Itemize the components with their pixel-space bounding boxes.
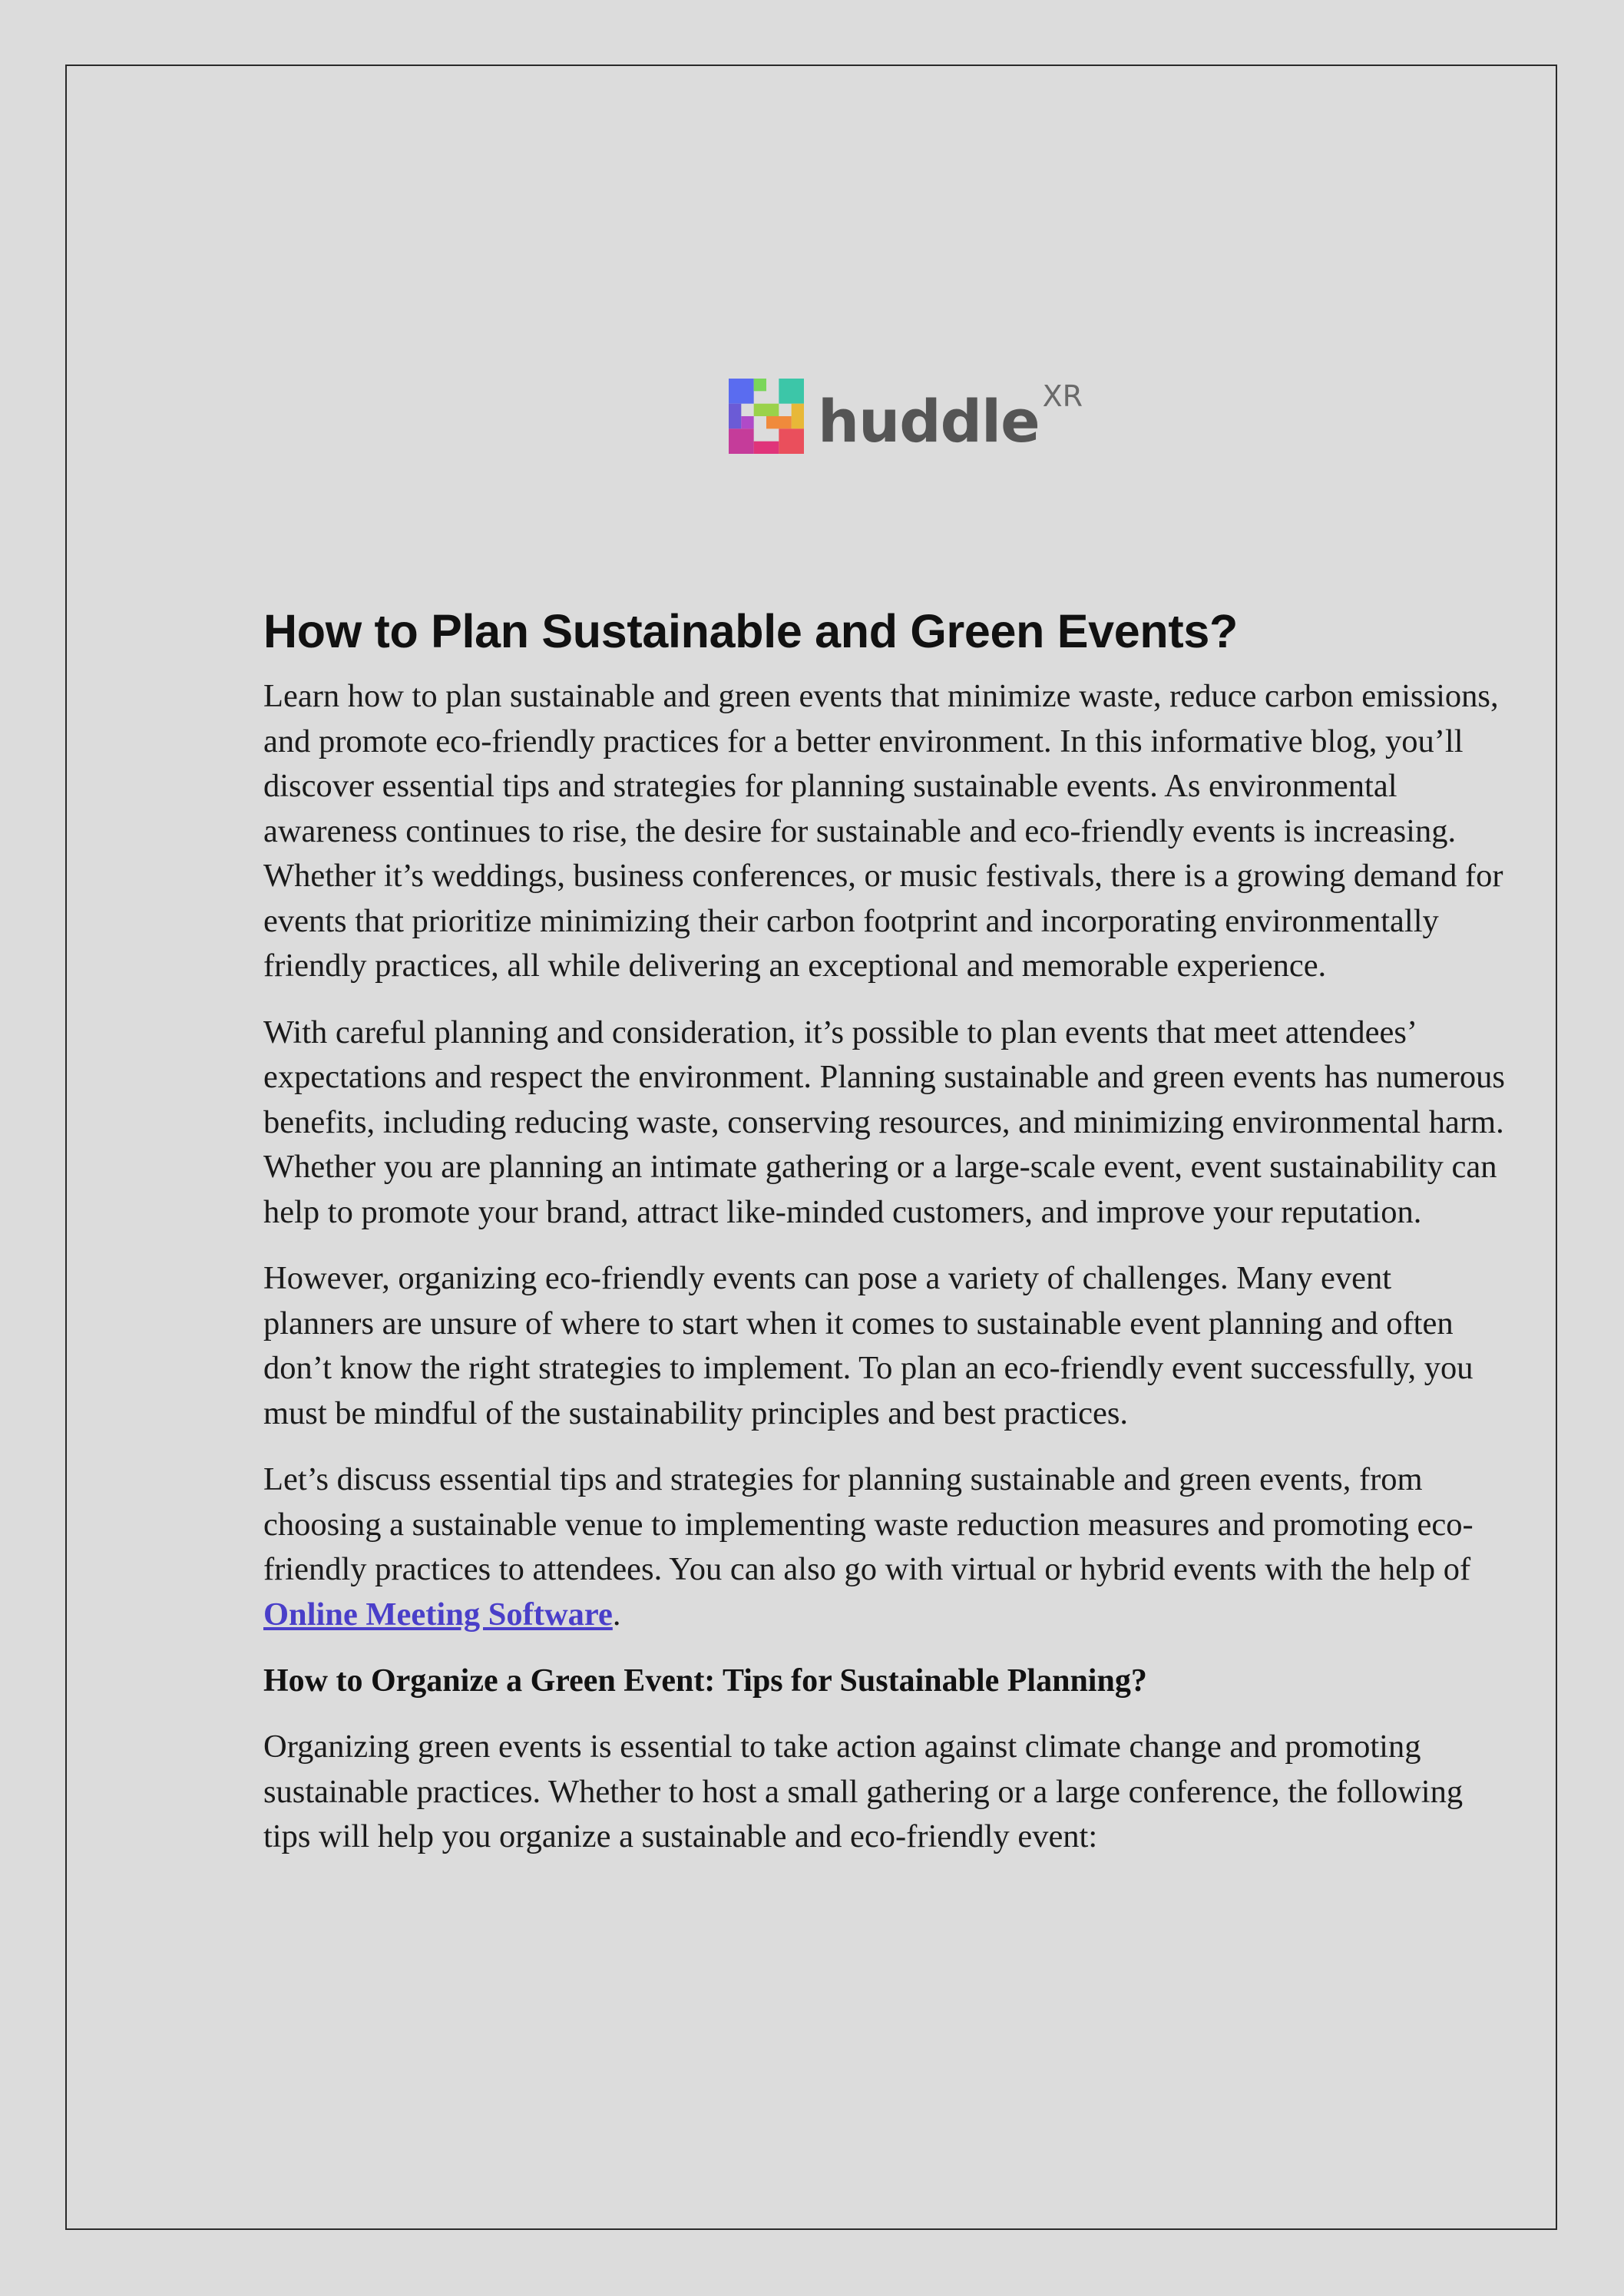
intro-paragraph: Learn how to plan sustainable and green events that minimize waste, reduce carbon emissions, and promote eco-friendly practices for a better environment. In this informative blog, you’ll discover essential tips and strategies for planning sustainable events. As environmental awareness continues to rise, the desire for sustainable and eco-friendly events is increasing. Whether it’s weddings, business conferences, or music festivals, there is a growing demand for events that prioritize minimizing their carbon footprint and incorporating environmentally friendly practices, all while delivering an exceptional and memorable experience. — [263, 678, 1503, 984]
logo-superscript: XR — [1042, 379, 1083, 413]
benefits-paragraph: With careful planning and consideration, it’s possible to plan events that meet attendees’ expectations and respect the environment. Planning sustainable and green events has numerous benefits, including reducing waste, conserving resources, and minimizing environmental harm. Whether you are planning an intimate gathering or a large-scale event, event sustainability can help to promote your brand, attract like-minded customers, and improve your reputation. — [263, 1014, 1505, 1230]
online-meeting-software-link[interactable]: Online Meeting Software — [263, 1596, 613, 1633]
document-page — [65, 65, 1557, 2230]
huddle-xr-logo — [729, 375, 1083, 455]
section-subheading: How to Organize a Green Event: Tips for Sustainable Planning? — [263, 1663, 1147, 1699]
logo-wordmark: huddle — [818, 387, 1040, 455]
strategies-end-punctuation: . — [612, 1596, 621, 1633]
article-body — [263, 596, 1507, 1881]
challenges-paragraph: However, organizing eco-friendly events can pose a variety of challenges. Many event planners are unsure of where to start when it comes to sustainable event planning and often don’t know the right strategies to implement. To plan an eco-friendly event successfully, you must be mindful of the sustainability principles and best practices. — [263, 1260, 1474, 1431]
article-title: How to Plan Sustainable and Green Events? — [263, 605, 1238, 657]
strategies-paragraph — [263, 1457, 1507, 1637]
huddle-logo-mark-icon — [729, 379, 804, 454]
strategies-text: Let’s discuss essential tips and strategies for planning sustainable and green events, from choosing a sustainable venue to implementing waste reduction measures and promoting eco-friendly practices to attendees. You can also go with virtual or hybrid events with the help of — [263, 1461, 1474, 1587]
organizing-paragraph: Organizing green events is essential to take action against climate change and promoting sustainable practices. Whether to host a small gathering or a large conference, the following tips will help you organize a sustainable and eco-friendly event: — [263, 1729, 1464, 1854]
